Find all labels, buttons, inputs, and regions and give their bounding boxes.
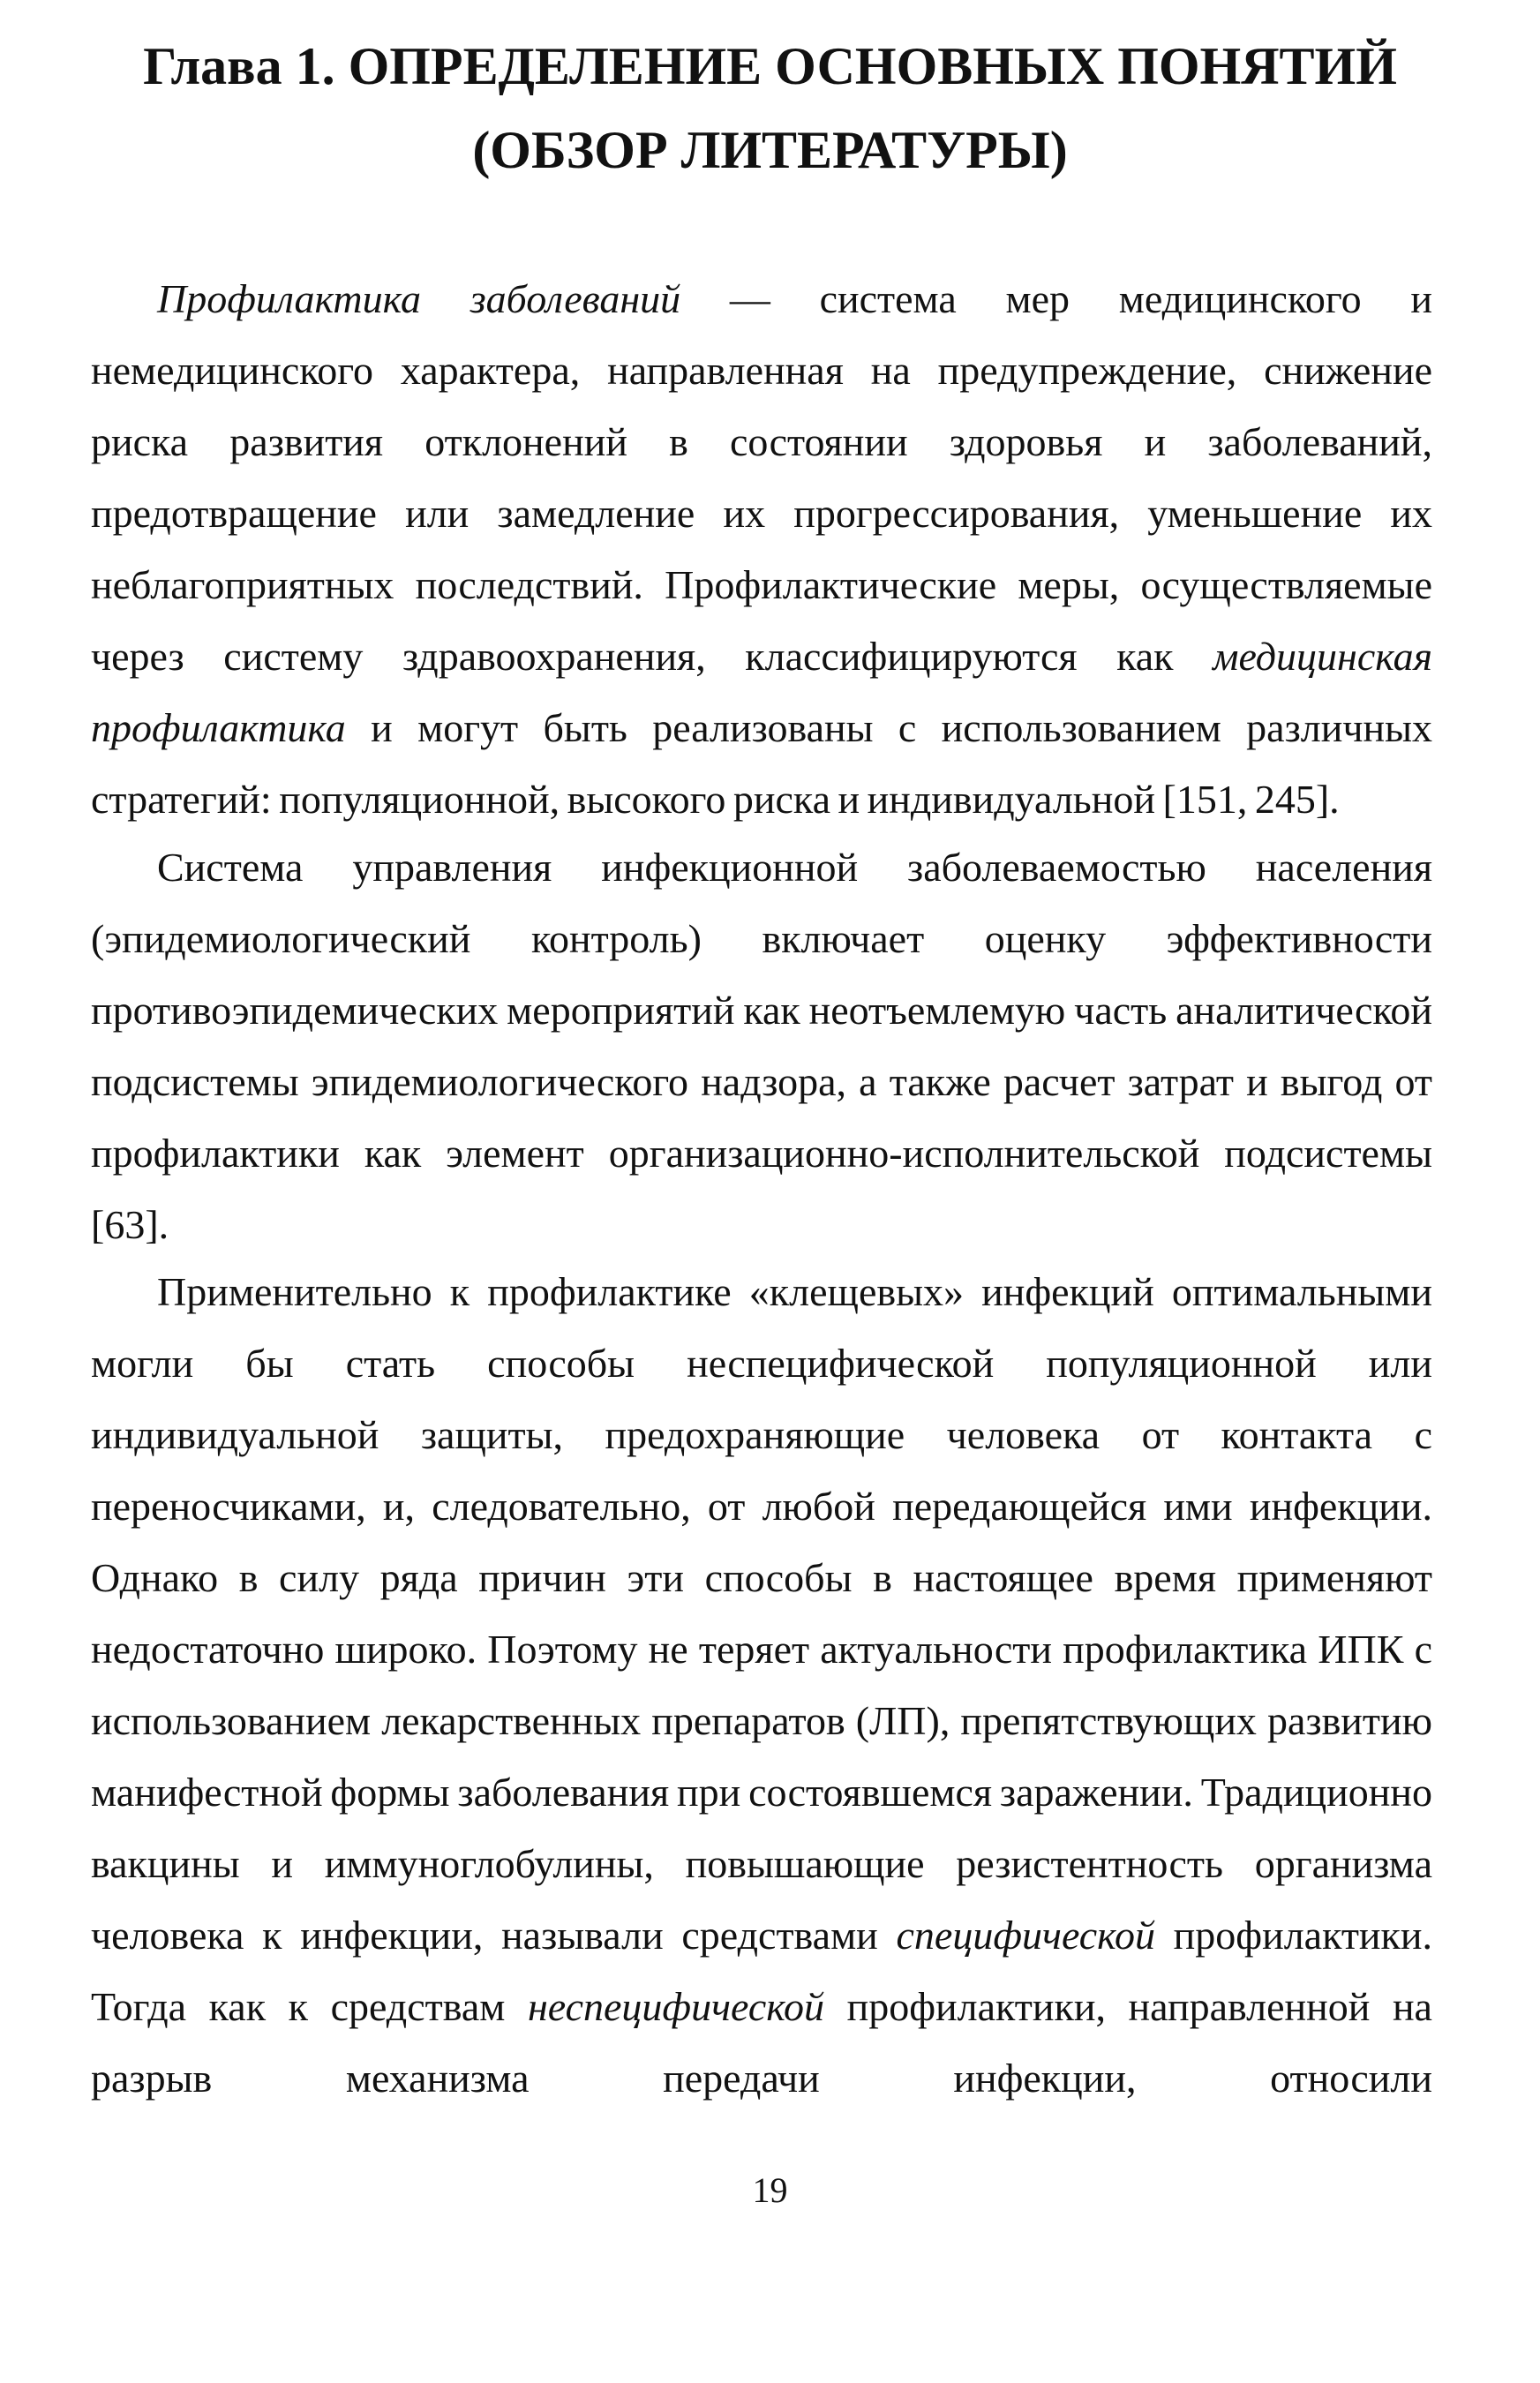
page-number: 19 — [752, 2170, 788, 2210]
paragraph-3-part-3: профилактики, направленной на разрыв механизма передачи инфекции, относили — [91, 1984, 1432, 2101]
paragraph-1-rest: и могут быть реализованы с использованием различных стратегий: популяционной, высокого риска и индивидуальной [151, 245]. — [91, 705, 1432, 822]
paragraph-2: Система управления инфекционной заболеваемостью населения (эпидемиологический контроль) включает оценку эффективности противоэпидемических мероприятий как неотъемлемую часть аналитической подсистемы эпидемиологического надзора, а также расчет затрат и выгод от профилактики как элемент организационно-исполнительской подсистемы [63]. — [91, 845, 1432, 1247]
term-nonspecific: неспецифической — [527, 1984, 825, 2029]
paragraph-1-definition: — система мер медицинского и немедицинского характера, направленная на предупреждение, снижение риска развития отклонений в состоянии здоровья и заболеваний, предотвращение или замедление их прогрессирования, уменьшение их неблагоприятных последствий. Профилактические меры, осуществляемые через систему здравоохранения, классифицируются как — [91, 276, 1432, 679]
term-specific: специфической — [896, 1913, 1155, 1958]
chapter-heading-line-2: (ОБЗОР ЛИТЕРАТУРЫ) — [472, 121, 1068, 179]
paragraph-3-part-2: профилактики. Тогда как к средствам — [91, 1913, 1432, 2029]
paragraph-3-part-1: Применительно к профилактике «клещевых» инфекций оптимальными могли бы стать способы неспецифической популяционной или индивидуальной защиты, предохраняющие человека от контакта с переносчиками, и, следовательно, от любой передающейся ими инфекции. Однако в силу ряда причин эти способы в настоящее время применяют недостаточно широко. Поэтому не теряет актуальности профилактика ИПК с использованием лекарственных препаратов (ЛП), препятствующих развитию манифестной формы заболевания при состоявшемся заражении. Традиционно вакцины и иммуноглобулины, повышающие резистентность организма человека к инфекции, называли средствами — [91, 1269, 1432, 1958]
paragraph-1 — [91, 263, 1432, 835]
chapter-heading-line-1: Глава 1. ОПРЕДЕЛЕНИЕ ОСНОВНЫХ ПОНЯТИЙ — [143, 37, 1397, 95]
term-prevention: Профилактика заболеваний — [157, 276, 681, 321]
paragraph-3 — [91, 1256, 1432, 2114]
term-medical-prevention: медицинская профилактика — [91, 634, 1432, 750]
